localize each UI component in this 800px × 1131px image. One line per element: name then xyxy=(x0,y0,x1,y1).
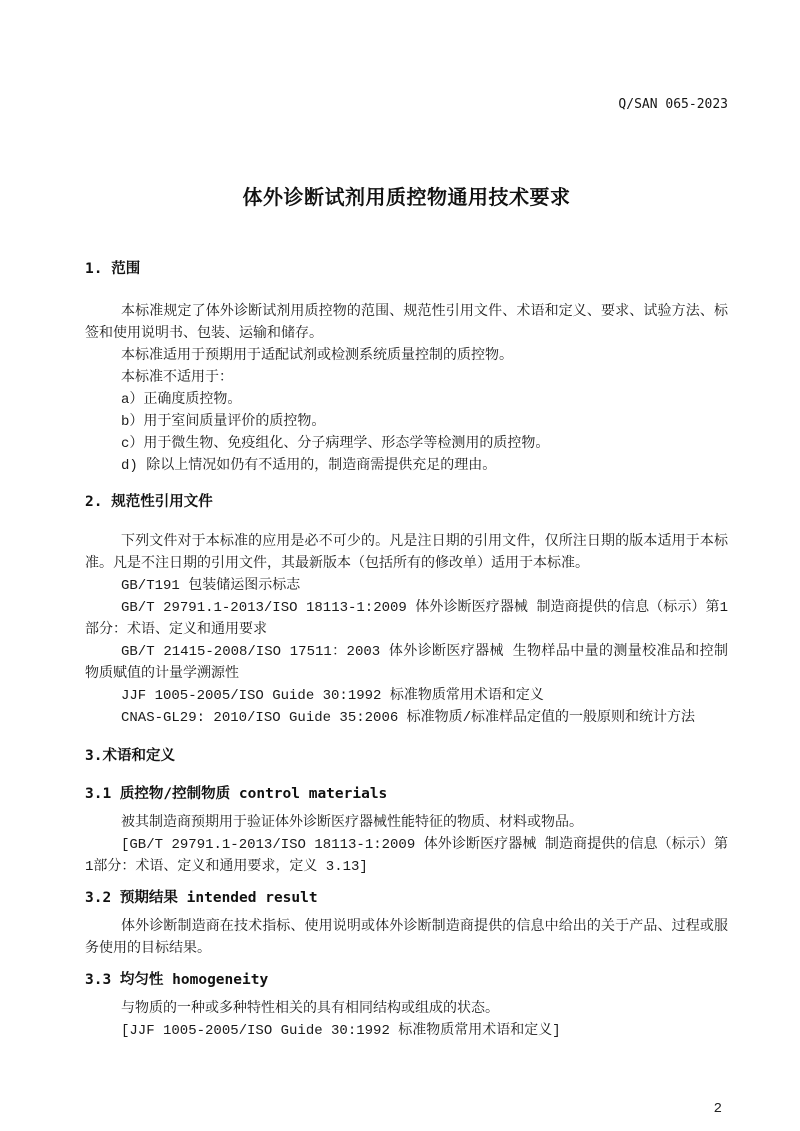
term-3-1-heading: 3.1 质控物/控制物质 control materials xyxy=(85,786,388,802)
normative-reference: CNAS-GL29: 2010/ISO Guide 35:2006 标准物质/标准样品定值的一般原则和统计方法 xyxy=(121,710,696,726)
section-1-heading: 1. 范围 xyxy=(85,261,141,277)
normative-reference: GB/T191 包装储运图示标志 xyxy=(121,578,301,594)
section-1-paragraph-exclusions-lead: 本标准不适用于： xyxy=(121,370,233,386)
list-item-c: c）用于微生物、免疫组化、分子病理学、形态学等检测用的质控物。 xyxy=(121,436,550,452)
term-3-2-definition: 体外诊断制造商在技术指标、使用说明或体外诊断制造商提供的信息中给出的关于产品、过程或服务使用的目标结果。 xyxy=(85,919,728,957)
list-item-a: a）正确度质控物。 xyxy=(121,392,242,408)
term-3-1-definition: 被其制造商预期用于验证体外诊断医疗器械性能特征的物质、材料或物品。 xyxy=(121,815,583,831)
section-2-intro: 下列文件对于本标准的应用是必不可少的。凡是注日期的引用文件，仅所注日期的版本适用于本标准。凡是不注日期的引用文件，其最新版本（包括所有的修改单）适用于本标准。 xyxy=(85,534,728,572)
standard-number: Q/SAN 065-2023 xyxy=(618,97,728,112)
list-item-d: d) 除以上情况如仍有不适用的，制造商需提供充足的理由。 xyxy=(121,458,497,474)
term-3-3-source: [JJF 1005-2005/ISO Guide 30:1992 标准物质常用术语和定义] xyxy=(121,1023,561,1039)
term-3-2-heading: 3.2 预期结果 intended result xyxy=(85,890,318,906)
section-3-heading: 3.术语和定义 xyxy=(85,748,175,764)
document-title: 体外诊断试剂用质控物通用技术要求 xyxy=(242,185,571,209)
section-2-heading: 2. 规范性引用文件 xyxy=(85,494,213,510)
normative-reference: JJF 1005-2005/ISO Guide 30:1992 标准物质常用术语和定义 xyxy=(121,688,544,704)
section-1-paragraph-scope: 本标准规定了体外诊断试剂用质控物的范围、规范性引用文件、术语和定义、要求、试验方法、标签和使用说明书、包装、运输和储存。 xyxy=(85,304,728,342)
term-3-1-source: [GB/T 29791.1-2013/ISO 18113-1:2009 体外诊断医疗器械 制造商提供的信息（标示）第1部分：术语、定义和通用要求，定义 3.13] xyxy=(85,837,728,875)
normative-reference: GB/T 21415-2008/ISO 17511：2003 体外诊断医疗器械 生物样品中量的测量校准品和控制物质赋值的计量学溯源性 xyxy=(85,644,728,682)
term-3-3-definition: 与物质的一种或多种特性相关的具有相同结构或组成的状态。 xyxy=(121,1001,499,1017)
normative-reference: GB/T 29791.1-2013/ISO 18113-1:2009 体外诊断医疗器械 制造商提供的信息（标示）第1部分：术语、定义和通用要求 xyxy=(85,600,728,638)
page-content xyxy=(85,0,728,1042)
page-number: 2 xyxy=(713,1101,722,1117)
section-1-paragraph-applicability: 本标准适用于预期用于适配试剂或检测系统质量控制的质控物。 xyxy=(121,348,513,364)
list-item-b: b）用于室间质量评价的质控物。 xyxy=(121,414,326,430)
term-3-3-heading: 3.3 均匀性 homogeneity xyxy=(85,972,269,988)
